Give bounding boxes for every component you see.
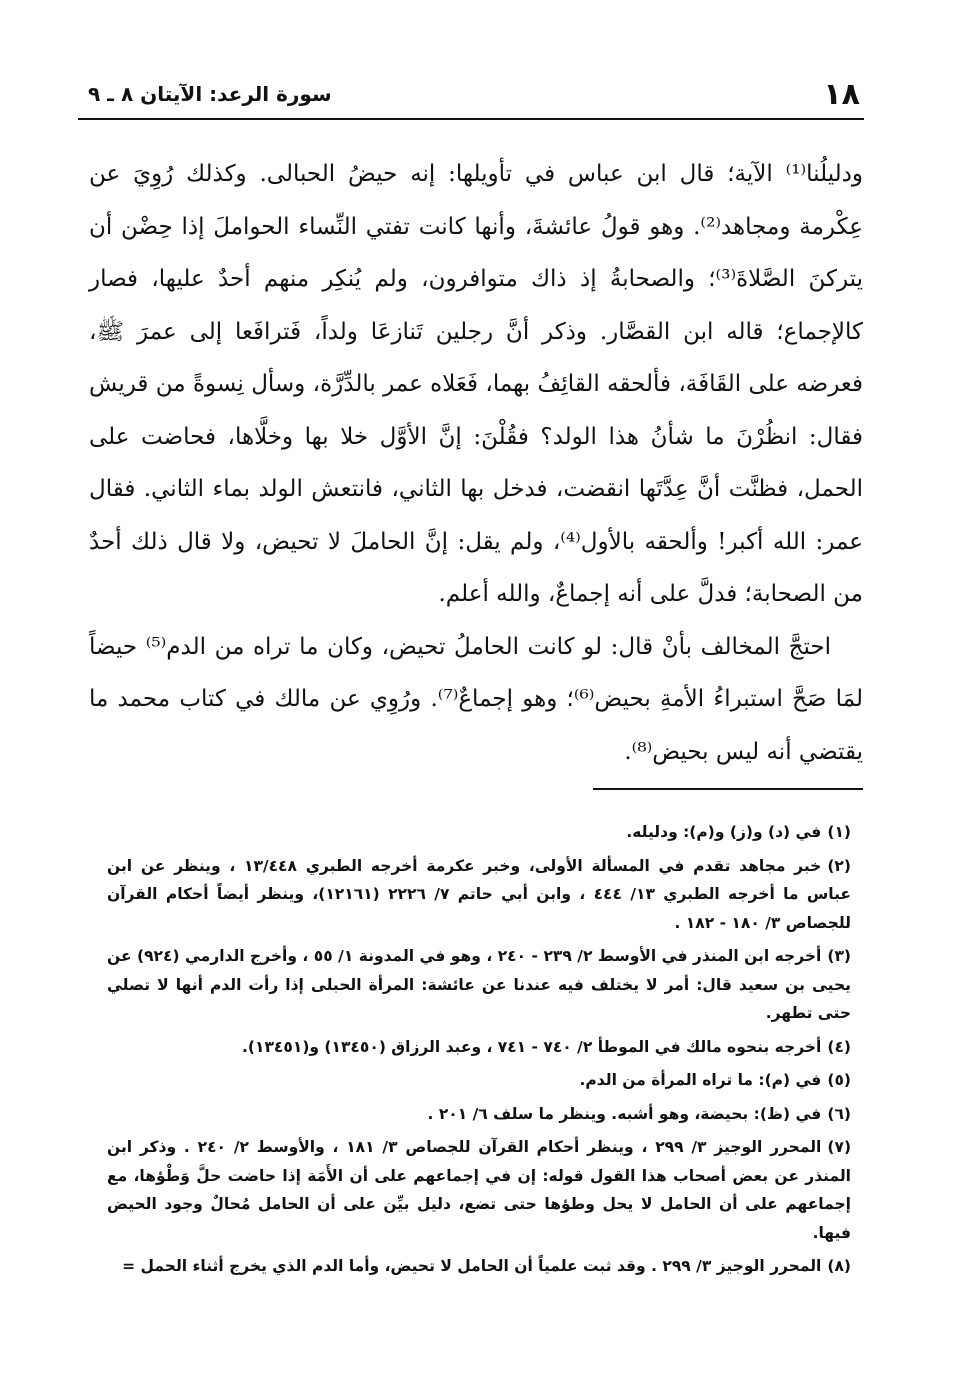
footnote-number: (٥): [827, 1071, 851, 1089]
footnote-text: المحرر الوجيز ٣/ ٢٩٩ . وقد ثبت علمياً أن الحامل لا تحيض، وأما الدم الذي يخرج أثناء الحمل =: [122, 1257, 822, 1275]
footnote: [107, 942, 851, 1028]
footnote-number: (١): [827, 823, 851, 841]
footnote-separator: [593, 788, 863, 790]
footnote: [107, 1252, 851, 1281]
page-header: [78, 72, 864, 120]
footnote-number: (٣): [827, 947, 851, 965]
footnote-text: خبر مجاهد تقدم في المسألة الأولى، وخبر عكرمة أخرجه الطبري ١٣/٤٤٨ ، وينظر عن ابن عباس ما أخرجه الطبري ١٣/ ٤٤٤ ، وابن أبي حاتم ٧/ ٢٢٢٦ (١٢١٦١)، وينظر أيضاً أحكام القرآن للجصاص ٣/ ١٨٠ - ١٨٢ .: [107, 856, 852, 932]
footnote-number: (٦): [827, 1104, 851, 1123]
paragraph: ودليلُنا⁽¹⁾ الآية؛ قال ابن عباس في تأويلها: إنه حيضُ الحبالى. وكذلك رُوِيَ عن عِكْرمة ومجاهد⁽²⁾. وهو قولُ عائشةَ، وأنها كانت تفتي النِّساء الحواملَ إذا حِضْن أن يتركنَ الصَّلاةَ⁽³⁾؛ والصحابةُ إذ ذاك متوافرون، ولم يُنكِر منهم أحدٌ عليها، فصار كالإجماع؛ قاله ابن القصَّار. وذكر أنَّ رجلين تَنازعَا ولداً، فَترافَعا إلى عمرَ ﷺ، فعرضه على القَافَة، فألحقه القائِفُ بهما، فَعَلاه عمر بالدِّرَّة، وسأل نِسوةً من قريش فقال: انظُرْنَ ما شأنُ هذا الولد؟ فقُلْنَ: إنَّ الأوَّل خلا بها وخلَّاها، فحاضت على الحمل، فظنَّت أنَّ عِدَّتَها انقضت، فدخل بها الثاني، فانتعش الولد بماء الثاني. فقال عمر: الله أكبر! وألحقه بالأول⁽⁴⁾، ولم يقل: إنَّ الحاملَ لا تحيض، ولا قال ذلك أحدٌ من الصحابة؛ فدلَّ على أنه إجماعٌ، والله أعلم.: [89, 161, 863, 607]
footnote: [107, 1033, 851, 1062]
footnote-number: (٧): [827, 1138, 852, 1156]
footnote: [107, 852, 851, 938]
footnote: [107, 818, 851, 847]
footnote-text: المحرر الوجيز ٣/ ٢٩٩ ، وينظر أحكام القرآن للجصاص ٣/ ١٨١ ، والأوسط ٢/ ٢٤٠ . وذكر ابن المنذر عن بعض أصحاب هذا القول قوله: إن في إجماعهم على أن الأَمَة إذا حاضت حلَّ وَطْؤها، مع إجماعهم على أن الحامل لا يحل وطؤها حتى تضع، دليل بيِّن على أن الحامل مُحالٌ وجود الحيض فيها.: [107, 1138, 851, 1242]
footnote-text: في (ظ): بحيضة، وهو أشبه. وينظر ما سلف ٦/ ٢٠١ .: [427, 1104, 822, 1123]
footnotes: [107, 818, 851, 1286]
footnote-number: (٢): [827, 856, 851, 875]
footnote-number: (٤): [827, 1037, 851, 1056]
paragraph: احتجَّ المخالف بأنْ قال: لو كانت الحاملُ تحيض، وكان ما تراه من الدم⁽⁵⁾ حيضاً لمَا صَحَّ استبراءُ الأمةِ بحيض⁽⁶⁾؛ وهو إجماعٌ⁽⁷⁾. ورُوِي عن مالك في كتاب محمد ما يقتضي أنه ليس بحيض⁽⁸⁾.: [89, 633, 863, 765]
running-title: سورة الرعد: الآيتان ٨ ـ ٩: [88, 82, 332, 106]
footnote-number: (٨): [827, 1257, 851, 1275]
footnote: [107, 1066, 851, 1095]
footnote: [107, 1100, 851, 1129]
footnote-text: أخرجه ابن المنذر في الأوسط ٢/ ٢٣٩ - ٢٤٠ ، وهو في المدونة ١/ ٥٥ ، وأخرج الدارمي (٩٢٤) عن يحيى بن سعيد قال: أمر لا يختلف فيه عندنا عن عائشة: المرأة الحبلى إذا رأت الدم أنها لا تصلي حتى تطهر.: [107, 947, 851, 1022]
page-number: ١٨: [823, 77, 860, 112]
footnote: [107, 1133, 851, 1247]
footnote-text: في (م): ما تراه المرأة من الدم.: [579, 1071, 822, 1089]
footnote-text: في (د) و(ز) و(م): ودليله.: [626, 823, 822, 841]
main-text: [89, 148, 863, 778]
footnote-text: أخرجه بنحوه مالك في الموطأ ٢/ ٧٤٠ - ٧٤١ ، وعبد الرزاق (١٣٤٥٠) و(١٣٤٥١).: [242, 1037, 822, 1056]
